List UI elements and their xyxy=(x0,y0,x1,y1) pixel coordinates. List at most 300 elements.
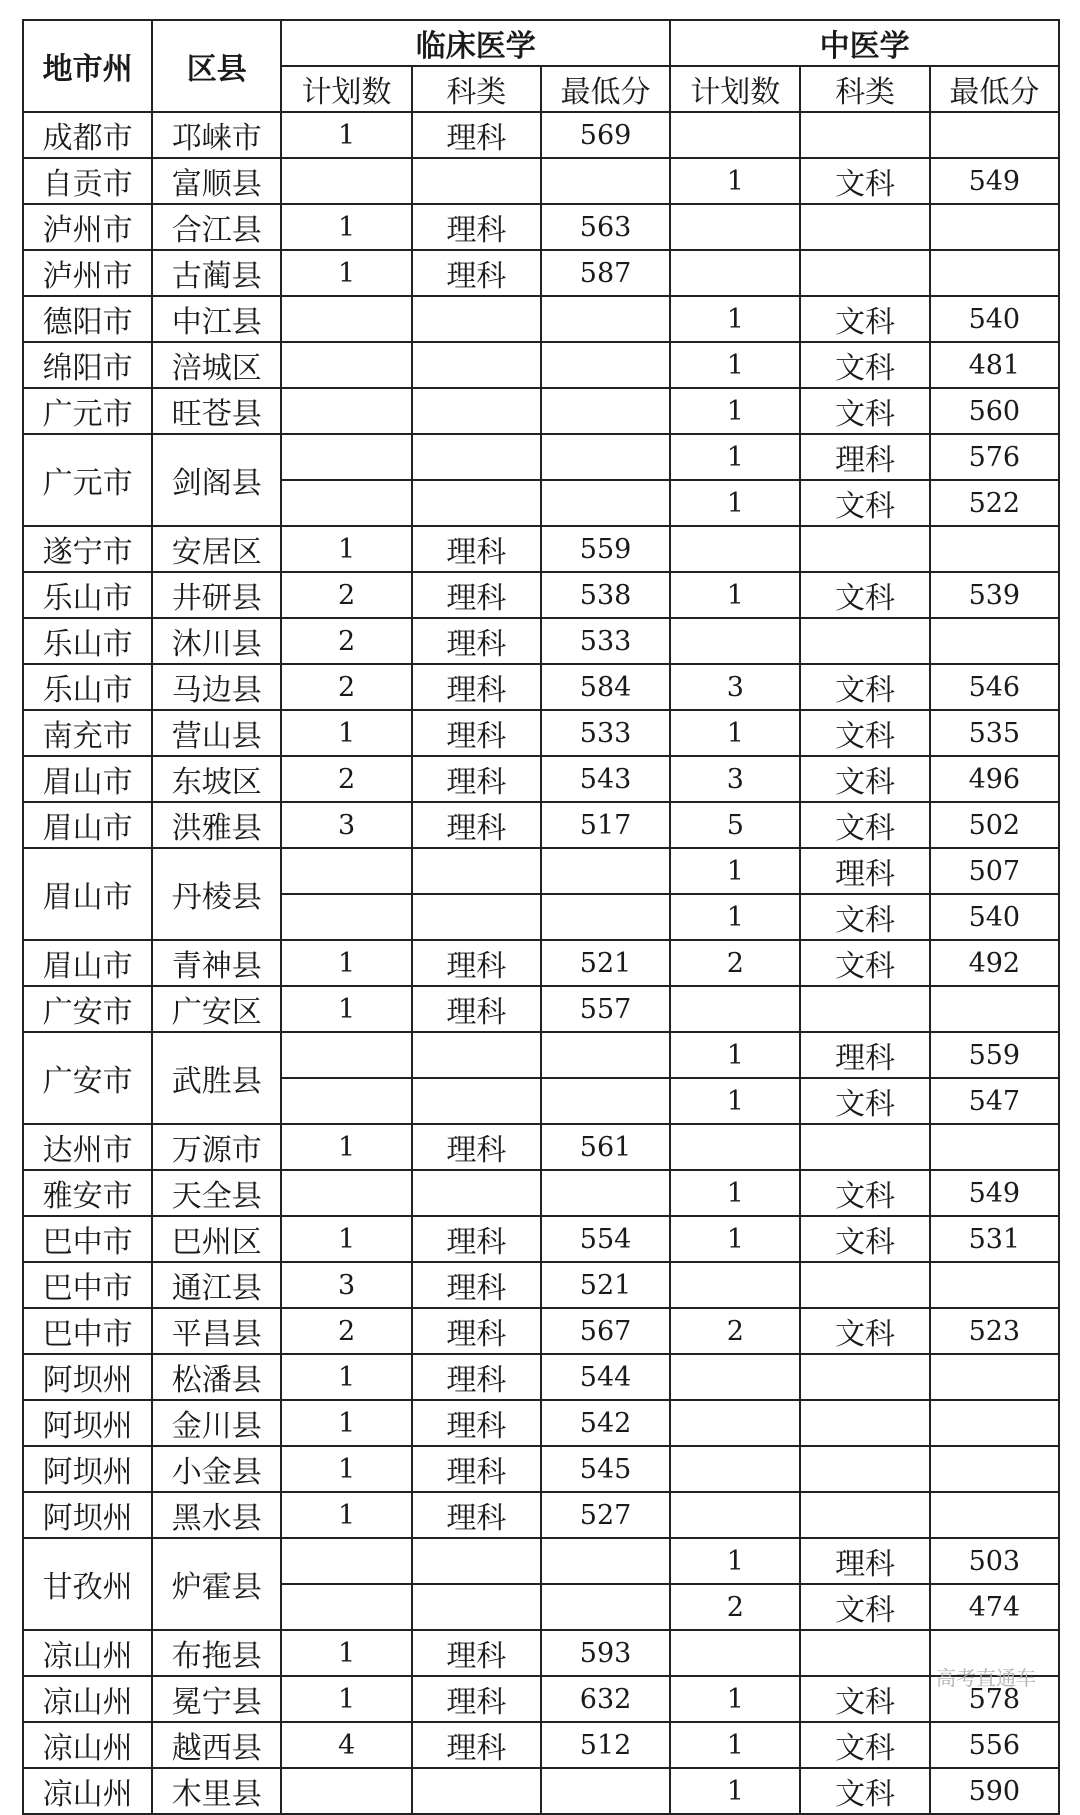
cell-tcm-min-score: 539 xyxy=(930,572,1059,618)
cell-clinical-min-score xyxy=(541,480,670,526)
cell-clinical-min-score: 593 xyxy=(541,1630,670,1676)
cell-tcm-category xyxy=(800,986,929,1032)
header-region: 地市州 xyxy=(23,20,152,112)
header-tcm-plan: 计划数 xyxy=(670,66,800,112)
cell-clinical-category: 理科 xyxy=(412,526,541,572)
cell-tcm-category: 文科 xyxy=(800,756,929,802)
cell-tcm-min-score: 492 xyxy=(930,940,1059,986)
cell-tcm-plan xyxy=(670,1354,800,1400)
cell-clinical-plan: 1 xyxy=(281,250,411,296)
header-clinical-min-score: 最低分 xyxy=(541,66,670,112)
cell-county: 涪城区 xyxy=(152,342,281,388)
cell-clinical-plan xyxy=(281,158,411,204)
cell-clinical-category: 理科 xyxy=(412,1676,541,1722)
cell-clinical-plan xyxy=(281,434,411,480)
cell-clinical-plan: 1 xyxy=(281,1216,411,1262)
cell-region: 广安市 xyxy=(23,1032,152,1124)
cell-clinical-min-score: 533 xyxy=(541,618,670,664)
cell-clinical-category: 理科 xyxy=(412,1630,541,1676)
cell-clinical-min-score: 559 xyxy=(541,526,670,572)
cell-region: 南充市 xyxy=(23,710,152,756)
table-row xyxy=(23,296,1059,342)
table-row xyxy=(23,756,1059,802)
cell-clinical-plan xyxy=(281,848,411,894)
cell-tcm-plan xyxy=(670,250,800,296)
cell-region: 泸州市 xyxy=(23,250,152,296)
cell-clinical-plan: 1 xyxy=(281,710,411,756)
cell-clinical-plan xyxy=(281,1584,411,1630)
cell-clinical-plan: 1 xyxy=(281,1354,411,1400)
cell-clinical-plan xyxy=(281,894,411,940)
cell-clinical-plan: 4 xyxy=(281,1722,411,1768)
cell-clinical-category xyxy=(412,388,541,434)
header-county: 区县 xyxy=(152,20,281,112)
cell-clinical-min-score: 542 xyxy=(541,1400,670,1446)
cell-county: 越西县 xyxy=(152,1722,281,1768)
cell-tcm-plan: 2 xyxy=(670,1308,800,1354)
cell-county: 邛崃市 xyxy=(152,112,281,158)
cell-clinical-plan: 1 xyxy=(281,940,411,986)
cell-tcm-category: 文科 xyxy=(800,802,929,848)
cell-county: 井研县 xyxy=(152,572,281,618)
cell-tcm-min-score: 474 xyxy=(930,1584,1059,1630)
cell-region: 眉山市 xyxy=(23,848,152,940)
cell-tcm-plan: 3 xyxy=(670,756,800,802)
cell-county: 洪雅县 xyxy=(152,802,281,848)
cell-clinical-plan: 3 xyxy=(281,802,411,848)
cell-region: 眉山市 xyxy=(23,940,152,986)
cell-region: 巴中市 xyxy=(23,1308,152,1354)
table-row xyxy=(23,1768,1059,1814)
table-row xyxy=(23,1538,1059,1584)
cell-county: 合江县 xyxy=(152,204,281,250)
table-row xyxy=(23,1676,1059,1722)
cell-clinical-min-score xyxy=(541,1538,670,1584)
table-row xyxy=(23,664,1059,710)
table-row xyxy=(23,1124,1059,1170)
cell-clinical-plan: 2 xyxy=(281,664,411,710)
cell-county: 平昌县 xyxy=(152,1308,281,1354)
cell-clinical-min-score: 533 xyxy=(541,710,670,756)
cell-tcm-min-score: 522 xyxy=(930,480,1059,526)
table-row xyxy=(23,618,1059,664)
cell-tcm-plan: 1 xyxy=(670,1216,800,1262)
cell-region: 眉山市 xyxy=(23,802,152,848)
cell-clinical-min-score xyxy=(541,296,670,342)
table-row xyxy=(23,1400,1059,1446)
cell-region: 遂宁市 xyxy=(23,526,152,572)
cell-tcm-min-score xyxy=(930,986,1059,1032)
table-row xyxy=(23,710,1059,756)
cell-tcm-category: 理科 xyxy=(800,434,929,480)
cell-clinical-category: 理科 xyxy=(412,618,541,664)
cell-county: 沐川县 xyxy=(152,618,281,664)
cell-tcm-category xyxy=(800,1124,929,1170)
cell-clinical-min-score xyxy=(541,158,670,204)
cell-tcm-plan xyxy=(670,526,800,572)
cell-tcm-plan xyxy=(670,112,800,158)
cell-clinical-category: 理科 xyxy=(412,1262,541,1308)
cell-tcm-min-score: 549 xyxy=(930,158,1059,204)
cell-clinical-plan: 1 xyxy=(281,1676,411,1722)
cell-tcm-min-score xyxy=(930,1124,1059,1170)
cell-tcm-category: 文科 xyxy=(800,388,929,434)
cell-region: 德阳市 xyxy=(23,296,152,342)
cell-clinical-category: 理科 xyxy=(412,572,541,618)
table-row xyxy=(23,1262,1059,1308)
cell-tcm-min-score xyxy=(930,1492,1059,1538)
cell-region: 凉山州 xyxy=(23,1676,152,1722)
cell-clinical-category: 理科 xyxy=(412,710,541,756)
cell-clinical-category: 理科 xyxy=(412,112,541,158)
cell-tcm-plan: 1 xyxy=(670,434,800,480)
cell-tcm-category: 文科 xyxy=(800,1078,929,1124)
cell-tcm-min-score xyxy=(930,1446,1059,1492)
cell-clinical-category: 理科 xyxy=(412,1124,541,1170)
cell-county: 木里县 xyxy=(152,1768,281,1814)
cell-clinical-min-score xyxy=(541,434,670,480)
table-row xyxy=(23,1722,1059,1768)
cell-county: 金川县 xyxy=(152,1400,281,1446)
cell-county: 小金县 xyxy=(152,1446,281,1492)
cell-tcm-plan: 1 xyxy=(670,848,800,894)
cell-clinical-category: 理科 xyxy=(412,1492,541,1538)
cell-region: 阿坝州 xyxy=(23,1400,152,1446)
cell-tcm-plan: 1 xyxy=(670,1170,800,1216)
cell-clinical-category xyxy=(412,1032,541,1078)
cell-clinical-min-score: 563 xyxy=(541,204,670,250)
cell-tcm-plan xyxy=(670,618,800,664)
cell-tcm-category xyxy=(800,204,929,250)
cell-tcm-min-score: 547 xyxy=(930,1078,1059,1124)
cell-tcm-category xyxy=(800,1354,929,1400)
cell-clinical-category: 理科 xyxy=(412,1400,541,1446)
cell-clinical-min-score xyxy=(541,388,670,434)
cell-region: 广元市 xyxy=(23,434,152,526)
cell-clinical-plan: 1 xyxy=(281,204,411,250)
cell-tcm-plan xyxy=(670,1124,800,1170)
cell-clinical-plan: 1 xyxy=(281,1400,411,1446)
table-row xyxy=(23,1354,1059,1400)
cell-tcm-min-score: 535 xyxy=(930,710,1059,756)
cell-tcm-min-score: 540 xyxy=(930,296,1059,342)
cell-clinical-plan xyxy=(281,388,411,434)
cell-clinical-category: 理科 xyxy=(412,1308,541,1354)
cell-clinical-category xyxy=(412,848,541,894)
cell-tcm-plan xyxy=(670,1630,800,1676)
cell-tcm-min-score: 559 xyxy=(930,1032,1059,1078)
cell-county: 营山县 xyxy=(152,710,281,756)
cell-tcm-min-score: 502 xyxy=(930,802,1059,848)
cell-region: 阿坝州 xyxy=(23,1354,152,1400)
cell-county: 旺苍县 xyxy=(152,388,281,434)
cell-tcm-plan xyxy=(670,1262,800,1308)
cell-tcm-plan: 5 xyxy=(670,802,800,848)
table-row xyxy=(23,1170,1059,1216)
cell-region: 泸州市 xyxy=(23,204,152,250)
cell-tcm-plan: 1 xyxy=(670,1538,800,1584)
header-tcm-min-score: 最低分 xyxy=(930,66,1059,112)
table-row xyxy=(23,342,1059,388)
cell-clinical-min-score xyxy=(541,1768,670,1814)
cell-tcm-min-score: 578 xyxy=(930,1676,1059,1722)
cell-tcm-category: 文科 xyxy=(800,1676,929,1722)
cell-region: 凉山州 xyxy=(23,1722,152,1768)
cell-tcm-plan: 1 xyxy=(670,388,800,434)
cell-region: 自贡市 xyxy=(23,158,152,204)
cell-clinical-min-score: 512 xyxy=(541,1722,670,1768)
cell-tcm-min-score: 549 xyxy=(930,1170,1059,1216)
cell-tcm-category: 文科 xyxy=(800,572,929,618)
cell-clinical-min-score: 557 xyxy=(541,986,670,1032)
header-tcm-category: 科类 xyxy=(800,66,929,112)
cell-county: 布拖县 xyxy=(152,1630,281,1676)
cell-county: 东坡区 xyxy=(152,756,281,802)
cell-region: 阿坝州 xyxy=(23,1492,152,1538)
cell-region: 绵阳市 xyxy=(23,342,152,388)
cell-region: 广元市 xyxy=(23,388,152,434)
cell-county: 安居区 xyxy=(152,526,281,572)
cell-region: 达州市 xyxy=(23,1124,152,1170)
cell-clinical-min-score: 545 xyxy=(541,1446,670,1492)
cell-tcm-plan xyxy=(670,1492,800,1538)
cell-clinical-category: 理科 xyxy=(412,1354,541,1400)
cell-tcm-min-score: 523 xyxy=(930,1308,1059,1354)
cell-clinical-min-score: 569 xyxy=(541,112,670,158)
cell-clinical-category xyxy=(412,480,541,526)
cell-tcm-category: 文科 xyxy=(800,1170,929,1216)
cell-region: 凉山州 xyxy=(23,1630,152,1676)
cell-county: 广安区 xyxy=(152,986,281,1032)
cell-clinical-plan xyxy=(281,342,411,388)
cell-region: 眉山市 xyxy=(23,756,152,802)
cell-tcm-min-score: 556 xyxy=(930,1722,1059,1768)
cell-clinical-category xyxy=(412,1538,541,1584)
cell-clinical-category xyxy=(412,296,541,342)
cell-clinical-plan xyxy=(281,1078,411,1124)
cell-clinical-min-score xyxy=(541,848,670,894)
cell-tcm-category: 文科 xyxy=(800,940,929,986)
cell-clinical-min-score: 632 xyxy=(541,1676,670,1722)
cell-tcm-min-score: 560 xyxy=(930,388,1059,434)
cell-tcm-min-score xyxy=(930,204,1059,250)
cell-tcm-plan: 2 xyxy=(670,1584,800,1630)
cell-clinical-category xyxy=(412,894,541,940)
cell-tcm-min-score: 481 xyxy=(930,342,1059,388)
table-row xyxy=(23,526,1059,572)
cell-clinical-min-score xyxy=(541,1584,670,1630)
cell-tcm-plan: 1 xyxy=(670,1722,800,1768)
cell-tcm-category xyxy=(800,1400,929,1446)
cell-clinical-min-score: 584 xyxy=(541,664,670,710)
cell-tcm-min-score: 576 xyxy=(930,434,1059,480)
cell-tcm-category: 文科 xyxy=(800,342,929,388)
cell-tcm-plan xyxy=(670,1400,800,1446)
table-row xyxy=(23,572,1059,618)
cell-clinical-plan: 3 xyxy=(281,1262,411,1308)
cell-clinical-min-score: 554 xyxy=(541,1216,670,1262)
cell-region: 凉山州 xyxy=(23,1768,152,1814)
cell-clinical-plan: 1 xyxy=(281,986,411,1032)
table-row xyxy=(23,388,1059,434)
table-row xyxy=(23,112,1059,158)
cell-tcm-category xyxy=(800,526,929,572)
cell-tcm-plan: 1 xyxy=(670,158,800,204)
table-row xyxy=(23,1216,1059,1262)
cell-clinical-min-score: 521 xyxy=(541,1262,670,1308)
cell-region: 阿坝州 xyxy=(23,1446,152,1492)
cell-tcm-min-score: 507 xyxy=(930,848,1059,894)
cell-clinical-min-score xyxy=(541,1170,670,1216)
cell-tcm-category xyxy=(800,250,929,296)
cell-tcm-min-score xyxy=(930,112,1059,158)
cell-county: 青神县 xyxy=(152,940,281,986)
cell-tcm-plan: 1 xyxy=(670,1768,800,1814)
cell-clinical-category: 理科 xyxy=(412,1216,541,1262)
cell-clinical-plan xyxy=(281,1032,411,1078)
cell-clinical-min-score: 567 xyxy=(541,1308,670,1354)
cell-clinical-min-score xyxy=(541,1078,670,1124)
table-row xyxy=(23,1032,1059,1078)
cell-tcm-min-score: 496 xyxy=(930,756,1059,802)
cell-tcm-category xyxy=(800,1630,929,1676)
cell-tcm-category: 文科 xyxy=(800,1216,929,1262)
cell-tcm-min-score: 540 xyxy=(930,894,1059,940)
cell-clinical-plan: 2 xyxy=(281,1308,411,1354)
header-clinical-plan: 计划数 xyxy=(281,66,411,112)
cell-tcm-category: 文科 xyxy=(800,1722,929,1768)
cell-region: 乐山市 xyxy=(23,618,152,664)
cell-clinical-min-score: 538 xyxy=(541,572,670,618)
cell-county: 武胜县 xyxy=(152,1032,281,1124)
cell-clinical-plan: 1 xyxy=(281,1492,411,1538)
cell-tcm-plan: 1 xyxy=(670,710,800,756)
cell-county: 马边县 xyxy=(152,664,281,710)
cell-tcm-min-score: 590 xyxy=(930,1768,1059,1814)
table-row xyxy=(23,802,1059,848)
cell-clinical-plan xyxy=(281,1170,411,1216)
cell-clinical-plan: 2 xyxy=(281,756,411,802)
cell-tcm-plan: 1 xyxy=(670,480,800,526)
table-row xyxy=(23,1630,1059,1676)
table-body xyxy=(23,112,1059,1814)
cell-clinical-plan: 1 xyxy=(281,1630,411,1676)
cell-tcm-min-score: 531 xyxy=(930,1216,1059,1262)
header-clinical-medicine: 临床医学 xyxy=(281,20,670,66)
cell-clinical-plan: 1 xyxy=(281,526,411,572)
cell-county: 炉霍县 xyxy=(152,1538,281,1630)
cell-tcm-category: 文科 xyxy=(800,664,929,710)
table-row xyxy=(23,848,1059,894)
cell-region: 广安市 xyxy=(23,986,152,1032)
cell-county: 黑水县 xyxy=(152,1492,281,1538)
cell-clinical-min-score: 544 xyxy=(541,1354,670,1400)
cell-tcm-category: 文科 xyxy=(800,158,929,204)
cell-tcm-category: 文科 xyxy=(800,1768,929,1814)
cell-region: 乐山市 xyxy=(23,572,152,618)
cell-tcm-category xyxy=(800,112,929,158)
watermark: 高考直通车 xyxy=(936,1666,1036,1690)
cell-region: 乐山市 xyxy=(23,664,152,710)
cell-clinical-category: 理科 xyxy=(412,250,541,296)
cell-county: 巴州区 xyxy=(152,1216,281,1262)
cell-tcm-plan: 1 xyxy=(670,296,800,342)
cell-tcm-plan: 1 xyxy=(670,1032,800,1078)
cell-tcm-min-score xyxy=(930,1400,1059,1446)
cell-clinical-plan: 2 xyxy=(281,572,411,618)
cell-tcm-min-score xyxy=(930,526,1059,572)
cell-county: 丹棱县 xyxy=(152,848,281,940)
header-clinical-category: 科类 xyxy=(412,66,541,112)
cell-clinical-category xyxy=(412,1584,541,1630)
cell-county: 剑阁县 xyxy=(152,434,281,526)
cell-region: 巴中市 xyxy=(23,1262,152,1308)
cell-tcm-min-score xyxy=(930,1262,1059,1308)
cell-county: 古蔺县 xyxy=(152,250,281,296)
cell-tcm-plan: 3 xyxy=(670,664,800,710)
table-row xyxy=(23,250,1059,296)
cell-clinical-min-score: 527 xyxy=(541,1492,670,1538)
table-row xyxy=(23,940,1059,986)
cell-clinical-plan: 1 xyxy=(281,1124,411,1170)
table-row xyxy=(23,986,1059,1032)
cell-clinical-plan xyxy=(281,1768,411,1814)
table-row xyxy=(23,434,1059,480)
cell-clinical-min-score xyxy=(541,342,670,388)
cell-clinical-plan: 1 xyxy=(281,1446,411,1492)
cell-region: 甘孜州 xyxy=(23,1538,152,1630)
cell-tcm-category xyxy=(800,618,929,664)
cell-clinical-category xyxy=(412,1078,541,1124)
cell-clinical-category: 理科 xyxy=(412,664,541,710)
cell-tcm-plan: 1 xyxy=(670,342,800,388)
cell-tcm-plan xyxy=(670,986,800,1032)
cell-tcm-category: 文科 xyxy=(800,480,929,526)
cell-tcm-min-score xyxy=(930,618,1059,664)
cell-tcm-plan xyxy=(670,1446,800,1492)
table-row xyxy=(23,204,1059,250)
cell-county: 天全县 xyxy=(152,1170,281,1216)
cell-clinical-min-score xyxy=(541,894,670,940)
cell-tcm-category xyxy=(800,1492,929,1538)
cell-tcm-category: 理科 xyxy=(800,848,929,894)
cell-clinical-category: 理科 xyxy=(412,204,541,250)
cell-clinical-min-score: 543 xyxy=(541,756,670,802)
cell-region: 巴中市 xyxy=(23,1216,152,1262)
cell-tcm-min-score xyxy=(930,250,1059,296)
table-row xyxy=(23,1446,1059,1492)
cell-clinical-plan xyxy=(281,296,411,342)
cell-tcm-min-score: 503 xyxy=(930,1538,1059,1584)
cell-clinical-category xyxy=(412,434,541,480)
cell-clinical-category: 理科 xyxy=(412,986,541,1032)
cell-clinical-min-score: 517 xyxy=(541,802,670,848)
cell-clinical-category: 理科 xyxy=(412,756,541,802)
cell-clinical-plan xyxy=(281,1538,411,1584)
cell-clinical-category: 理科 xyxy=(412,1446,541,1492)
cell-region: 雅安市 xyxy=(23,1170,152,1216)
cell-tcm-category: 理科 xyxy=(800,1032,929,1078)
table-row xyxy=(23,1308,1059,1354)
cell-clinical-category: 理科 xyxy=(412,802,541,848)
table-row xyxy=(23,1492,1059,1538)
cell-county: 中江县 xyxy=(152,296,281,342)
cell-tcm-category xyxy=(800,1446,929,1492)
cell-clinical-category: 理科 xyxy=(412,1722,541,1768)
cell-tcm-plan xyxy=(670,204,800,250)
cell-tcm-category xyxy=(800,1262,929,1308)
cell-clinical-plan: 2 xyxy=(281,618,411,664)
